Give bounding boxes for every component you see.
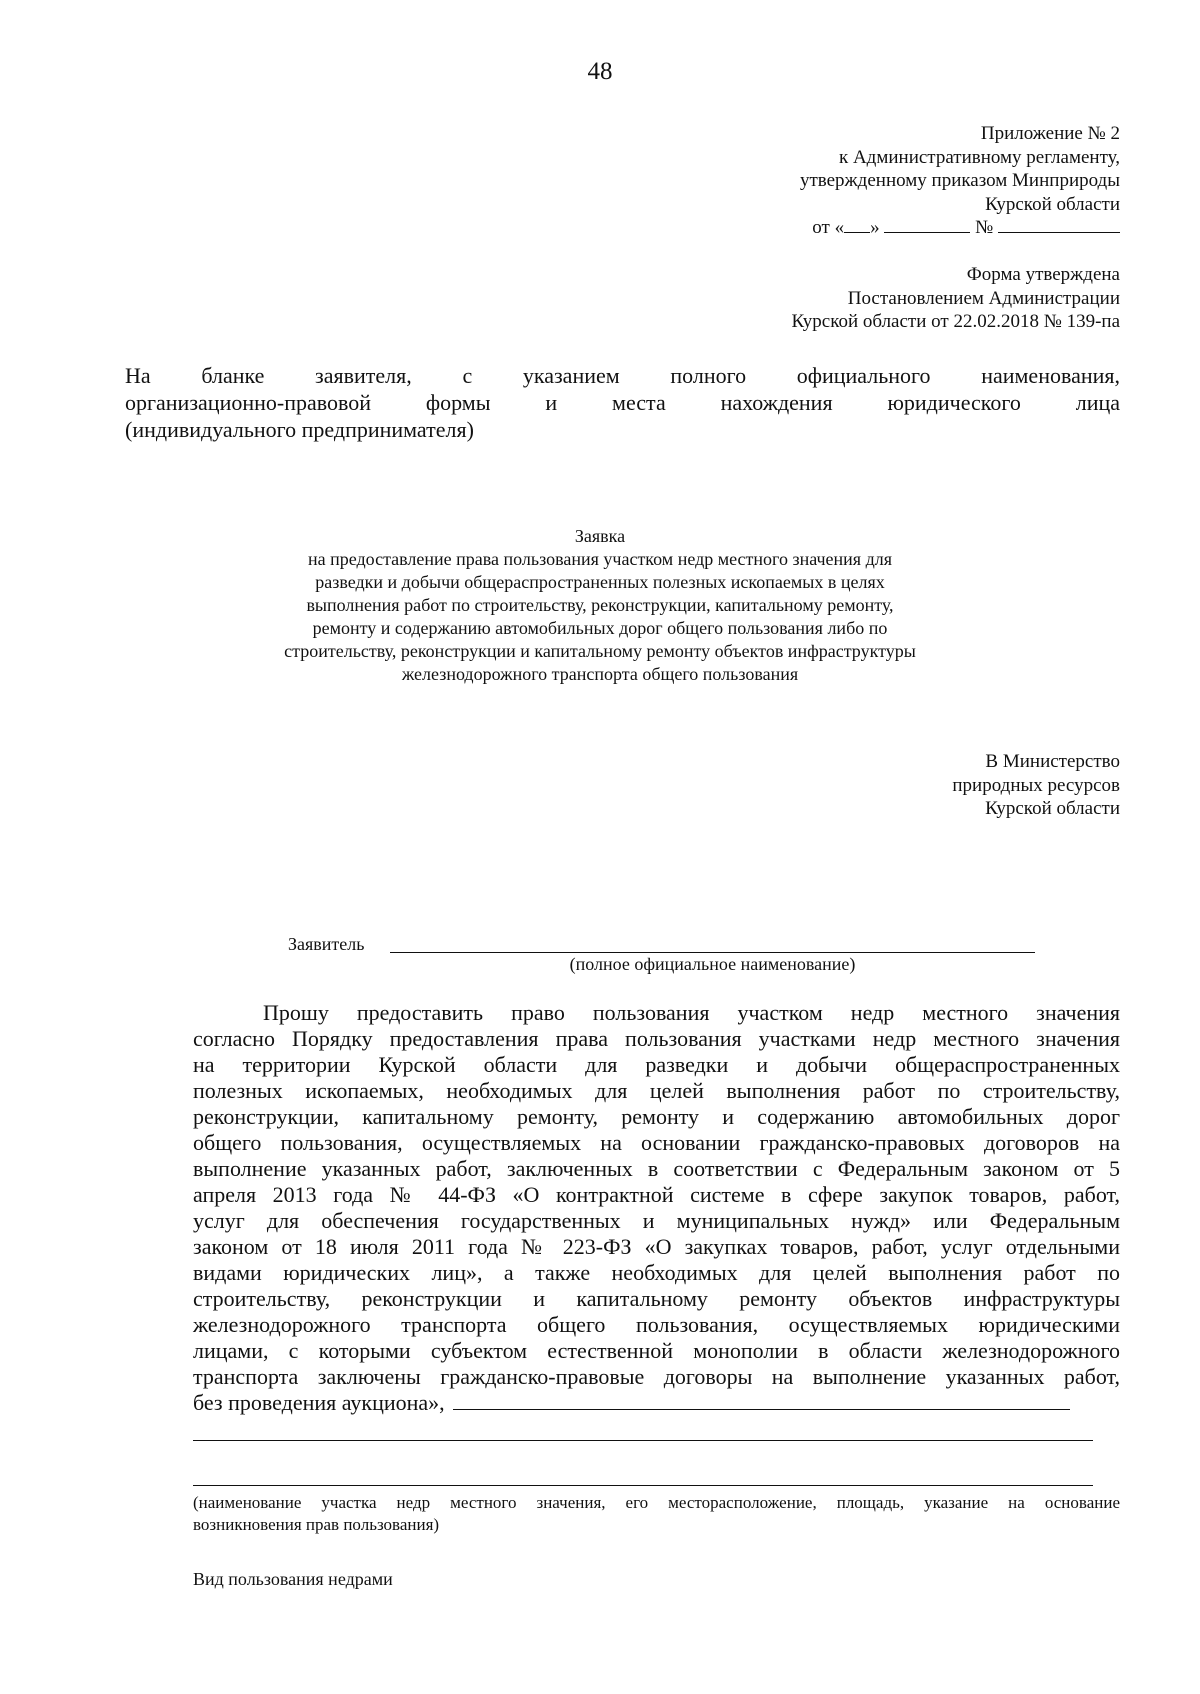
- approval-line: Постановлением Администрации: [847, 287, 1120, 309]
- request-line: строительству, реконструкции и капитальному ремонту объектов инфраструктуры: [193, 1286, 1120, 1311]
- application-heading: [250, 525, 950, 686]
- letterhead-line: На бланке заявителя, с указанием полного официального наименования,: [125, 363, 1120, 388]
- request-last-line: [193, 1390, 1120, 1416]
- application-subject-line: строительству, реконструкции и капитальному ремонту объектов инфраструктуры: [284, 641, 916, 661]
- applicant-name-field[interactable]: [390, 952, 1035, 953]
- request-line: Прошу предоставить право пользования участком недр местного значения: [263, 1000, 1120, 1025]
- plot-hint: [193, 1492, 1120, 1536]
- addressee-line: В Министерство: [985, 751, 1120, 772]
- request-line: лицами, с которыми субъектом естественной монополии в области железнодорожного: [193, 1338, 1120, 1363]
- date-prefix: от «: [812, 217, 845, 238]
- plot-hint-line: возникновения прав пользования): [193, 1515, 440, 1534]
- applicant-hint: (полное официальное наименование): [569, 954, 856, 974]
- annex-header: [800, 122, 1120, 240]
- number-label: №: [975, 217, 994, 238]
- plot-hint-line: (наименование участка недр местного значения, его месторасположение, площадь, указание на основание: [193, 1493, 1120, 1512]
- application-subject-line: разведки и добычи общераспространенных полезных ископаемых в целях: [315, 572, 885, 592]
- annex-line: утвержденному приказом Минприроды: [799, 170, 1120, 191]
- application-subject-line: выполнения работ по строительству, реконструкции, капитальному ремонту,: [306, 595, 894, 615]
- letterhead-note: [125, 362, 1120, 443]
- request-line: без проведения аукциона»,: [193, 1390, 445, 1415]
- request-line: апреля 2013 года № 44-ФЗ «О контрактной системе в сфере закупок товаров, работ,: [193, 1182, 1120, 1207]
- day-blank[interactable]: [844, 216, 870, 233]
- approval-note: [792, 263, 1120, 334]
- request-paragraph: [193, 1000, 1120, 1416]
- application-subject-line: на предоставление права пользования участком недр местного значения для: [307, 549, 892, 569]
- addressee-line: Курской области: [985, 798, 1120, 819]
- application-subject-line: железнодорожного транспорта общего пользования: [401, 664, 799, 684]
- number-blank[interactable]: [998, 216, 1120, 233]
- approval-line: Курской области от 22.02.2018 № 139-па: [791, 311, 1120, 332]
- request-line: услуг для обеспечения государственных и муниципальных нужд» или Федеральным: [193, 1208, 1120, 1233]
- letterhead-line: организационно-правовой формы и места нахождения юридического лица: [125, 390, 1120, 415]
- application-subject-line: ремонту и содержанию автомобильных дорог общего пользования либо по: [312, 618, 888, 638]
- plot-details-field[interactable]: [193, 1440, 1093, 1441]
- request-line: общего пользования, осуществляемых на основании гражданско-правовых договоров на: [193, 1130, 1120, 1155]
- addressee: [952, 750, 1120, 821]
- annex-line: к Административному регламенту,: [838, 146, 1120, 168]
- request-line: выполнение указанных работ, заключенных в соответствии с Федеральным законом от 5: [193, 1156, 1120, 1181]
- addressee-line: природных ресурсов: [952, 774, 1120, 796]
- usage-type-label: Вид пользования недрами: [193, 1569, 393, 1589]
- request-line: согласно Порядку предоставления права пользования участками недр местного значения: [193, 1026, 1120, 1051]
- request-line: полезных ископаемых, необходимых для целей выполнения работ по строительству,: [193, 1078, 1120, 1103]
- request-line: железнодорожного транспорта общего пользования, осуществляемых юридическими: [193, 1312, 1120, 1337]
- annex-line: Курской области: [985, 193, 1120, 215]
- request-line: законом от 18 июля 2011 года № 223-ФЗ «О закупках товаров, работ, услуг отдельными: [193, 1234, 1120, 1259]
- plot-name-field[interactable]: [453, 1391, 1070, 1410]
- request-line: видами юридических лиц», а также необходимых для целей выполнения работ по: [193, 1260, 1120, 1285]
- page-number: 48: [587, 58, 613, 85]
- request-line: реконструкции, капитальному ремонту, ремонту и содержанию автомобильных дорог: [193, 1104, 1120, 1129]
- applicant-label: Заявитель: [288, 934, 365, 954]
- annex-date-line: [800, 216, 1120, 240]
- month-blank[interactable]: [884, 216, 970, 233]
- application-title: Заявка: [574, 526, 626, 546]
- request-line: на территории Курской области для разведки и добычи общераспространенных: [193, 1052, 1120, 1077]
- plot-details-field[interactable]: [193, 1485, 1093, 1486]
- annex-line: Приложение № 2: [980, 123, 1120, 144]
- letterhead-line: (индивидуального предпринимателя): [125, 417, 474, 442]
- request-line: транспорта заключены гражданско-правовые договоры на выполнение указанных работ,: [193, 1364, 1120, 1389]
- date-mid: »: [870, 217, 880, 238]
- approval-line: Форма утверждена: [966, 264, 1120, 285]
